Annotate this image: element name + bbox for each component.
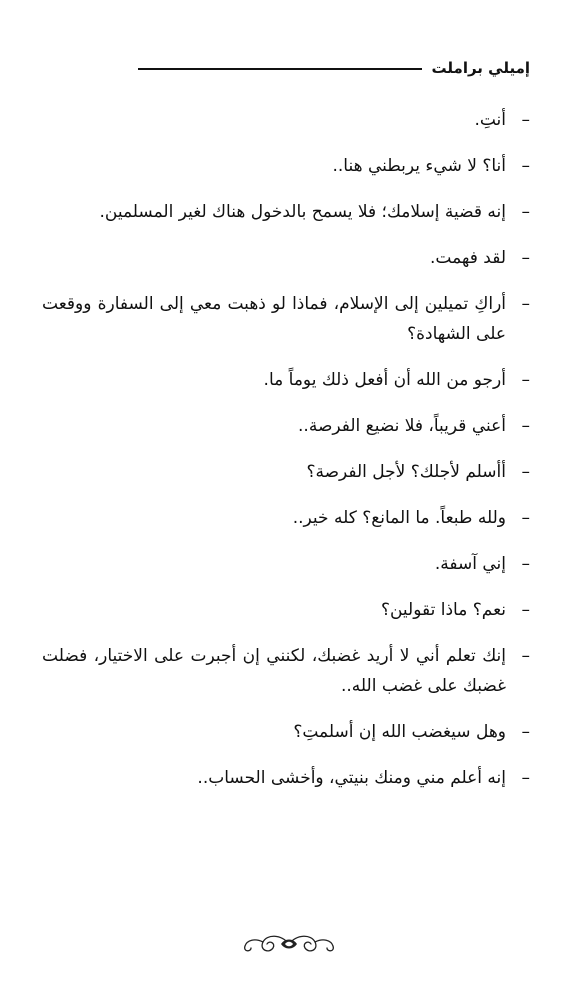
- dialogue-text: أرجو من الله أن أفعل ذلك يوماً ما.: [263, 370, 506, 390]
- dialogue-line: [42, 717, 530, 747]
- dialogue-dash: –: [521, 646, 530, 666]
- dialogue-line: [42, 641, 530, 701]
- dialogue-line: [42, 763, 530, 793]
- dialogue-dash: –: [521, 554, 530, 574]
- dialogue-dash: –: [521, 768, 530, 788]
- dialogue-text: وهل سيغضب الله إن أسلمتِ؟: [293, 722, 506, 742]
- dialogue-text: أنتِ.: [474, 110, 506, 130]
- dialogue-text: أنا؟ لا شيء يربطني هنا..: [332, 156, 506, 176]
- dialogue-line: [42, 151, 530, 181]
- dialogue-dash: –: [521, 722, 530, 742]
- dialogue-text: إنه قضية إسلامك؛ فلا يسمح بالدخول هناك لغير المسلمين.: [99, 202, 506, 222]
- dialogue-line: [42, 549, 530, 579]
- dialogue-line: [42, 365, 530, 395]
- dialogue-text: إنك تعلم أني لا أريد غضبك، لكنني إن أجبرت على الاختيار، فضلت غضبك على غضب الله..: [42, 646, 506, 696]
- dialogue-line: [42, 503, 530, 533]
- dialogue-text: إنه أعلم مني ومنك بنيتي، وأخشى الحساب..: [197, 768, 506, 788]
- dialogue-line: [42, 457, 530, 487]
- dialogue-line: [42, 595, 530, 625]
- dialogue-list: [42, 105, 530, 809]
- dialogue-text: ولله طبعاً. ما المانع؟ كله خير..: [292, 508, 506, 528]
- dialogue-text: لقد فهمت.: [430, 248, 506, 268]
- dialogue-text: أعني قريباً، فلا نضيع الفرصة..: [298, 416, 506, 436]
- dialogue-dash: –: [521, 156, 530, 176]
- dialogue-text: إني آسفة.: [434, 554, 506, 574]
- dialogue-dash: –: [521, 600, 530, 620]
- running-title: إميلي براملت: [431, 59, 530, 77]
- dialogue-dash: –: [521, 248, 530, 268]
- dialogue-dash: –: [521, 370, 530, 390]
- dialogue-line: [42, 243, 530, 273]
- dialogue-text: أأسلم لأجلك؟ لأجل الفرصة؟: [306, 462, 506, 482]
- dialogue-dash: –: [521, 294, 530, 314]
- dialogue-dash: –: [521, 416, 530, 436]
- running-header: [130, 56, 530, 80]
- dialogue-line: [42, 197, 530, 227]
- dialogue-text: أراكِ تميلين إلى الإسلام، فماذا لو ذهبت معي إلى السفارة ووقعت على الشهادة؟: [42, 294, 506, 344]
- dialogue-dash: –: [521, 202, 530, 222]
- dialogue-dash: –: [521, 462, 530, 482]
- decorative-flourish-icon: [239, 930, 339, 958]
- dialogue-dash: –: [521, 110, 530, 130]
- dialogue-text: نعم؟ ماذا تقولين؟: [380, 600, 506, 620]
- header-rule: [138, 68, 422, 70]
- dialogue-line: [42, 105, 530, 135]
- dialogue-line: [42, 289, 530, 349]
- dialogue-dash: –: [521, 508, 530, 528]
- dialogue-line: [42, 411, 530, 441]
